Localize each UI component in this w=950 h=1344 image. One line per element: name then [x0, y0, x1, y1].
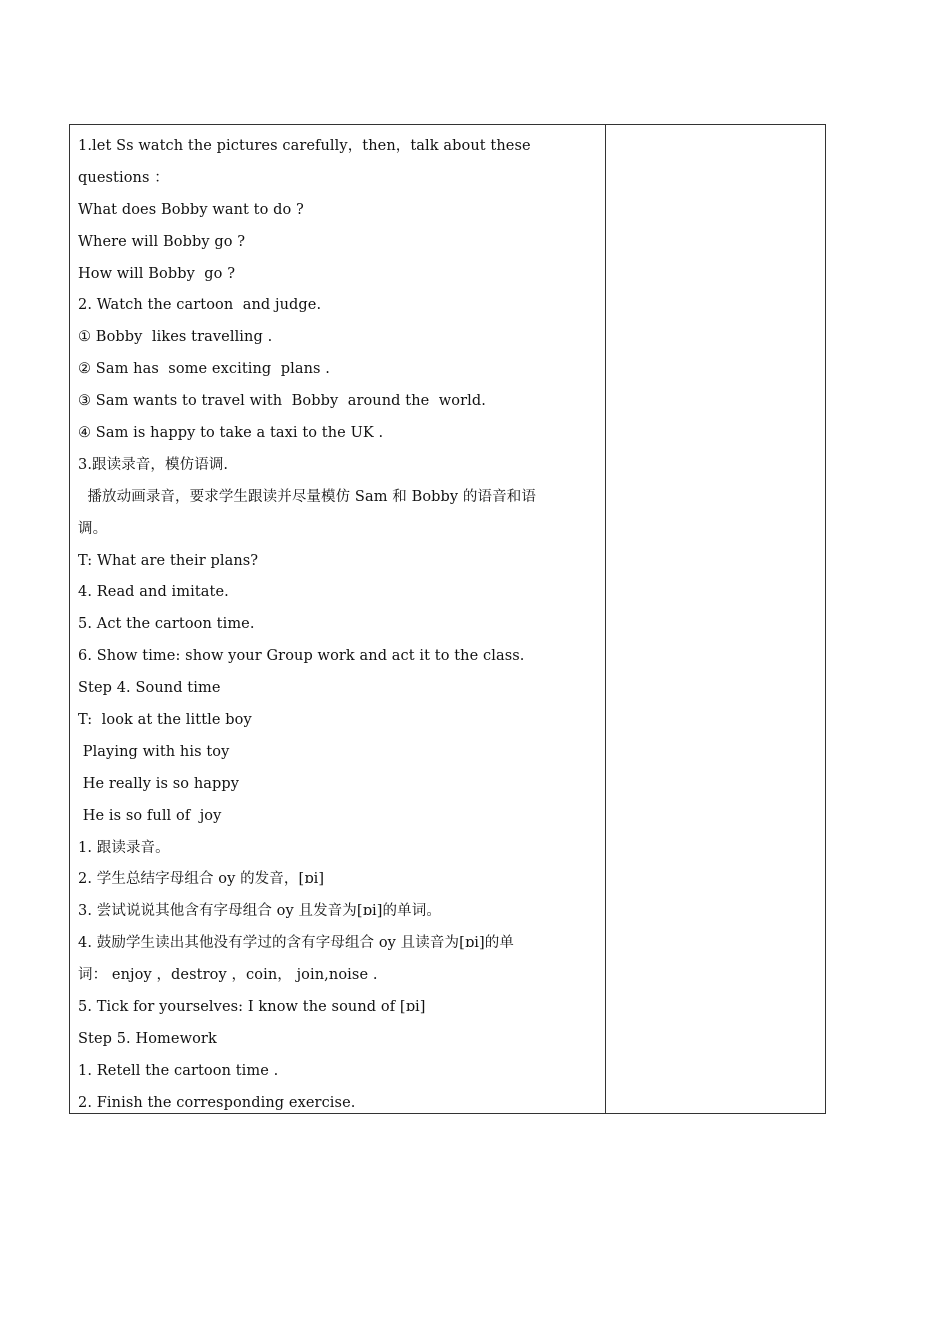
lesson-line: Playing with his toy [78, 743, 230, 760]
lesson-line: 1. Retell the cartoon time . [78, 1062, 279, 1079]
lesson-line: 调。 [78, 520, 108, 537]
lesson-line: 2. 学生总结字母组合 oy 的发音，[ɒi] [78, 871, 325, 888]
lesson-line: Step 5. Homework [78, 1030, 217, 1047]
lesson-line: 1.let Ss watch the pictures carefully，then，talk about these [78, 138, 531, 154]
lesson-line: How will Bobby go ? [78, 265, 236, 282]
lesson-steps-column [70, 125, 606, 1113]
lesson-line: Where will Bobby go ? [78, 233, 246, 250]
lesson-line: 4. 鼓励学生读出其他没有学过的含有字母组合 oy 且读音为[ɒi]的单 [78, 935, 514, 952]
lesson-line: 词： enjoy ，destroy ，coin， join,noise . [78, 967, 378, 984]
lesson-line: questions ： [78, 169, 169, 186]
lesson-line: What does Bobby want to do ? [78, 201, 304, 218]
lesson-line: T: What are their plans? [78, 552, 259, 569]
lesson-table [69, 124, 826, 1114]
lesson-line: ② Sam has some exciting plans . [78, 361, 330, 378]
lesson-line: 3. 尝试说说其他含有字母组合 oy 且发音为[ɒi]的单词。 [78, 903, 441, 920]
lesson-line: He is so full of joy [78, 807, 222, 824]
lesson-line: 2. Watch the cartoon and judge. [78, 297, 322, 314]
lesson-line: 1. 跟读录音。 [78, 839, 170, 856]
lesson-line: 4. Read and imitate. [78, 584, 229, 601]
lesson-line: He really is so happy [78, 775, 240, 792]
lesson-line: ④ Sam is happy to take a taxi to the UK . [78, 425, 384, 442]
lesson-line: 3.跟读录音，模仿语调. [78, 456, 229, 473]
lesson-line: Step 4. Sound time [78, 680, 221, 697]
lesson-line: ③ Sam wants to travel with Bobby around the world. [78, 393, 486, 410]
notes-column [606, 125, 825, 1113]
lesson-line: 5. Tick for yourselves: I know the sound of [ɒi] [78, 999, 426, 1016]
lesson-line: 播放动画录音，要求学生跟读并尽量模仿 Sam 和 Bobby 的语音和语 [78, 488, 536, 505]
lesson-line: 5. Act the cartoon time. [78, 616, 255, 633]
lesson-line: T: look at the little boy [78, 712, 252, 729]
lesson-line: 2. Finish the corresponding exercise. [78, 1094, 356, 1111]
lesson-line: 6. Show time: show your Group work and act it to the class. [78, 648, 525, 665]
lesson-line: ① Bobby likes travelling . [78, 329, 273, 346]
